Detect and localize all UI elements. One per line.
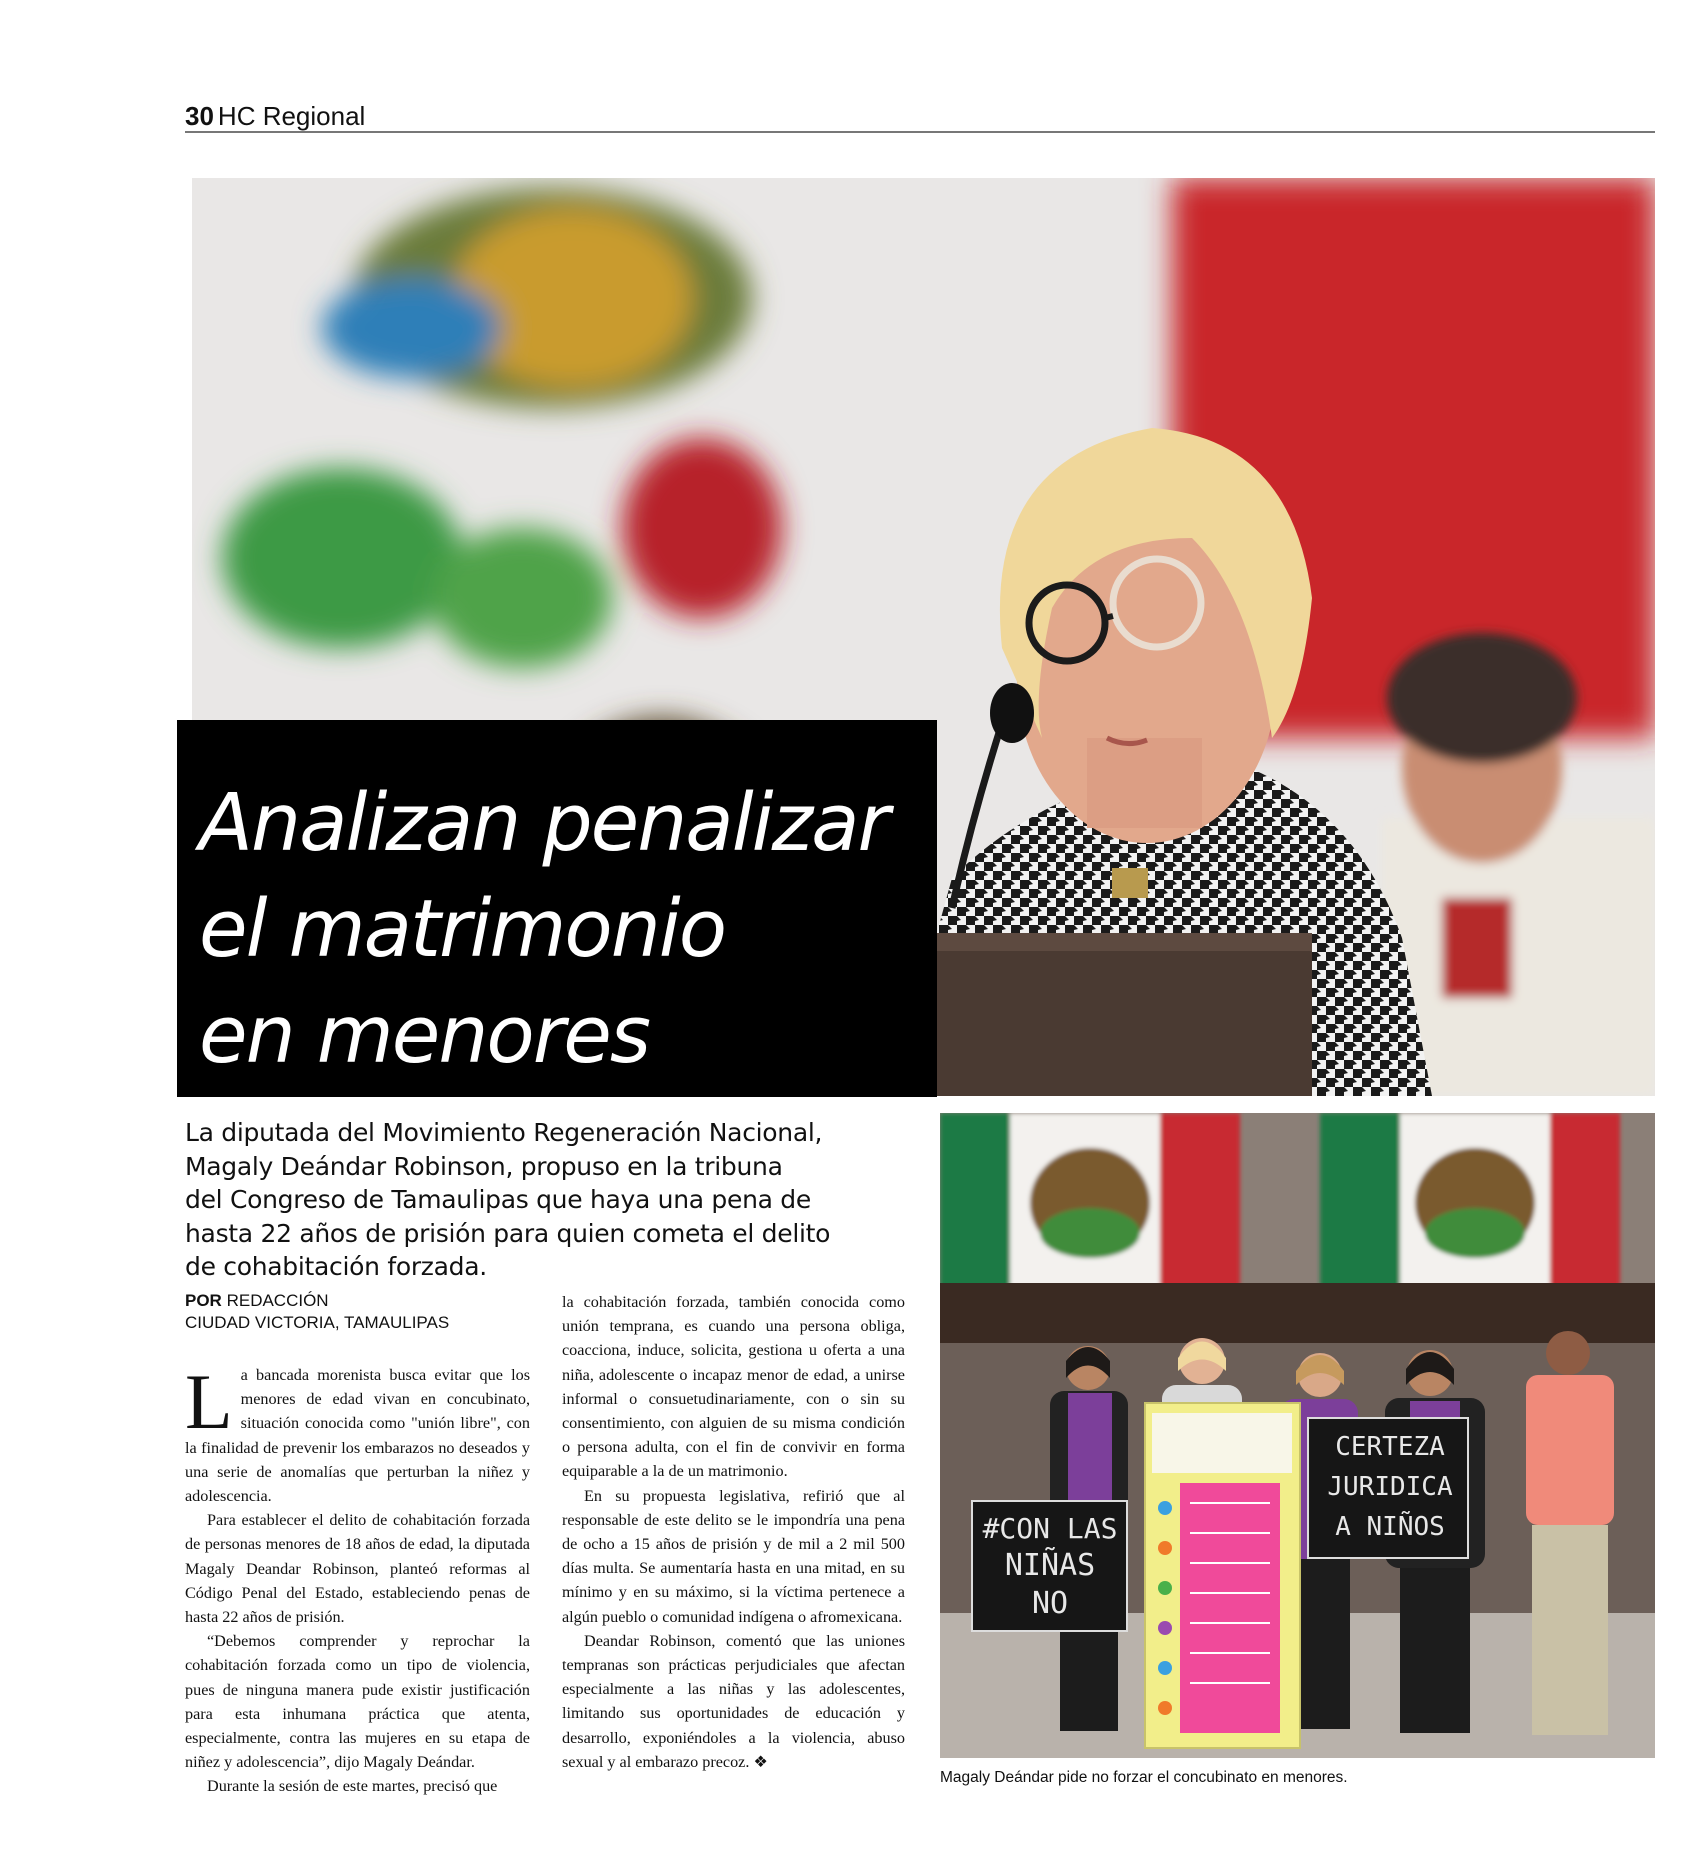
body-paragraph: la cohabitación forzada, también conocida como unión temprana, es cuando una persona obliga, coacciona, induce, solicita, gestiona u oferta a una niña, adolescente o incapaz menor de edad, a unirse informal o consuetudinariamente, con o sin su consentimiento, con alguien de su misma condición o persona adulta, con el fin de convivir en forma equiparable a la de un matrimonio. bbox=[562, 1293, 905, 1481]
sign-left-line: #CON LAS bbox=[982, 1512, 1118, 1545]
byline-por: POR bbox=[185, 1291, 222, 1310]
deck-line: de cohabitación forzada. bbox=[185, 1252, 487, 1281]
body-paragraph: Para establecer el delito de cohabitación forzada de personas menores de 18 años de edad, la diputada Magaly Deandar Robinson, planteó reformas al Código Penal del Estado, estableciendo penas de hasta 22 años de prisión. bbox=[185, 1511, 530, 1627]
body-column-2 bbox=[562, 1290, 905, 1774]
section-name: HC Regional bbox=[217, 101, 366, 131]
page-folio bbox=[185, 100, 365, 132]
headline-box bbox=[177, 720, 937, 1097]
headline-line: el matrimonio bbox=[199, 883, 726, 975]
drop-cap: L bbox=[185, 1358, 233, 1445]
body-paragraph: En su propuesta legislativa, refirió que al responsable de este delito se le impondría una pena de ocho a 15 años de prisión y de mil a 2 mil 500 días multa. Se aumentaría hasta en una mitad, en su mínimo y en su máximo, si la víctima pertenece a algún pueblo o comunidad indígena o afromexicana. bbox=[562, 1486, 905, 1626]
headline-line: Analizan penalizar bbox=[199, 777, 888, 869]
article-deck bbox=[185, 1116, 905, 1284]
body-paragraph-text: a bancada morenista busca evitar que los menores de edad vivan en concubinato, situación conocida como "unión libre", con la finalidad de prevenir los embarazos no deseados y una serie de anomalías que perturban la niñez y adolescencia. bbox=[185, 1366, 530, 1506]
photo-caption: Magaly Deándar pide no forzar el concubinato en menores. bbox=[940, 1769, 1348, 1786]
deck-line: hasta 22 años de prisión para quien cometa el delito bbox=[185, 1218, 831, 1248]
header-rule bbox=[185, 131, 1655, 133]
body-column-1 bbox=[185, 1358, 530, 1799]
deck-line: La diputada del Movimiento Regeneración Nacional, bbox=[185, 1118, 823, 1147]
body-paragraph: “Debemos comprender y reprochar la cohabitación forzada como un tipo de violencia, pues de ninguna manera pude existir justificación para esta inhumana práctica que atenta, especialmente, contra las mujeres en su etapa de niñez y adolescencia”, dijo Magaly Deándar. bbox=[185, 1632, 530, 1772]
headline-line: en menores bbox=[199, 989, 649, 1081]
sign-right-line: A NIÑOS bbox=[1335, 1512, 1445, 1542]
byline-location: CIUDAD VICTORIA, TAMAULIPAS bbox=[185, 1313, 450, 1332]
body-paragraph bbox=[185, 1358, 530, 1508]
headline bbox=[199, 770, 929, 1088]
group-photo-illustration bbox=[940, 1113, 1655, 1758]
group-photo bbox=[940, 1113, 1655, 1758]
page-number: 30 bbox=[185, 101, 214, 131]
sign-right-line: JURIDICA bbox=[1327, 1472, 1453, 1502]
deck-line: Magaly Deándar Robinson, propuso en la tribuna bbox=[185, 1151, 783, 1181]
sign-left-line: NIÑAS bbox=[1004, 1548, 1096, 1583]
sign-right-line: CERTEZA bbox=[1335, 1432, 1445, 1462]
deck-line: del Congreso de Tamaulipas que haya una pena de bbox=[185, 1185, 811, 1214]
body-paragraph: Durante la sesión de este martes, precisó que bbox=[207, 1777, 498, 1796]
byline-author: REDACCIÓN bbox=[226, 1291, 329, 1310]
sign-left-line: NO bbox=[1031, 1586, 1069, 1621]
body-paragraph: Deandar Robinson, comentó que las uniones tempranas son prácticas perjudiciales que afectan especialmente a las niñas y las adolescentes, limitando sus oportunidades de educación y desarrollo, exponiéndoles a la violencia, abuso sexual y al embarazo precoz. ❖ bbox=[562, 1631, 905, 1771]
byline bbox=[185, 1290, 449, 1334]
